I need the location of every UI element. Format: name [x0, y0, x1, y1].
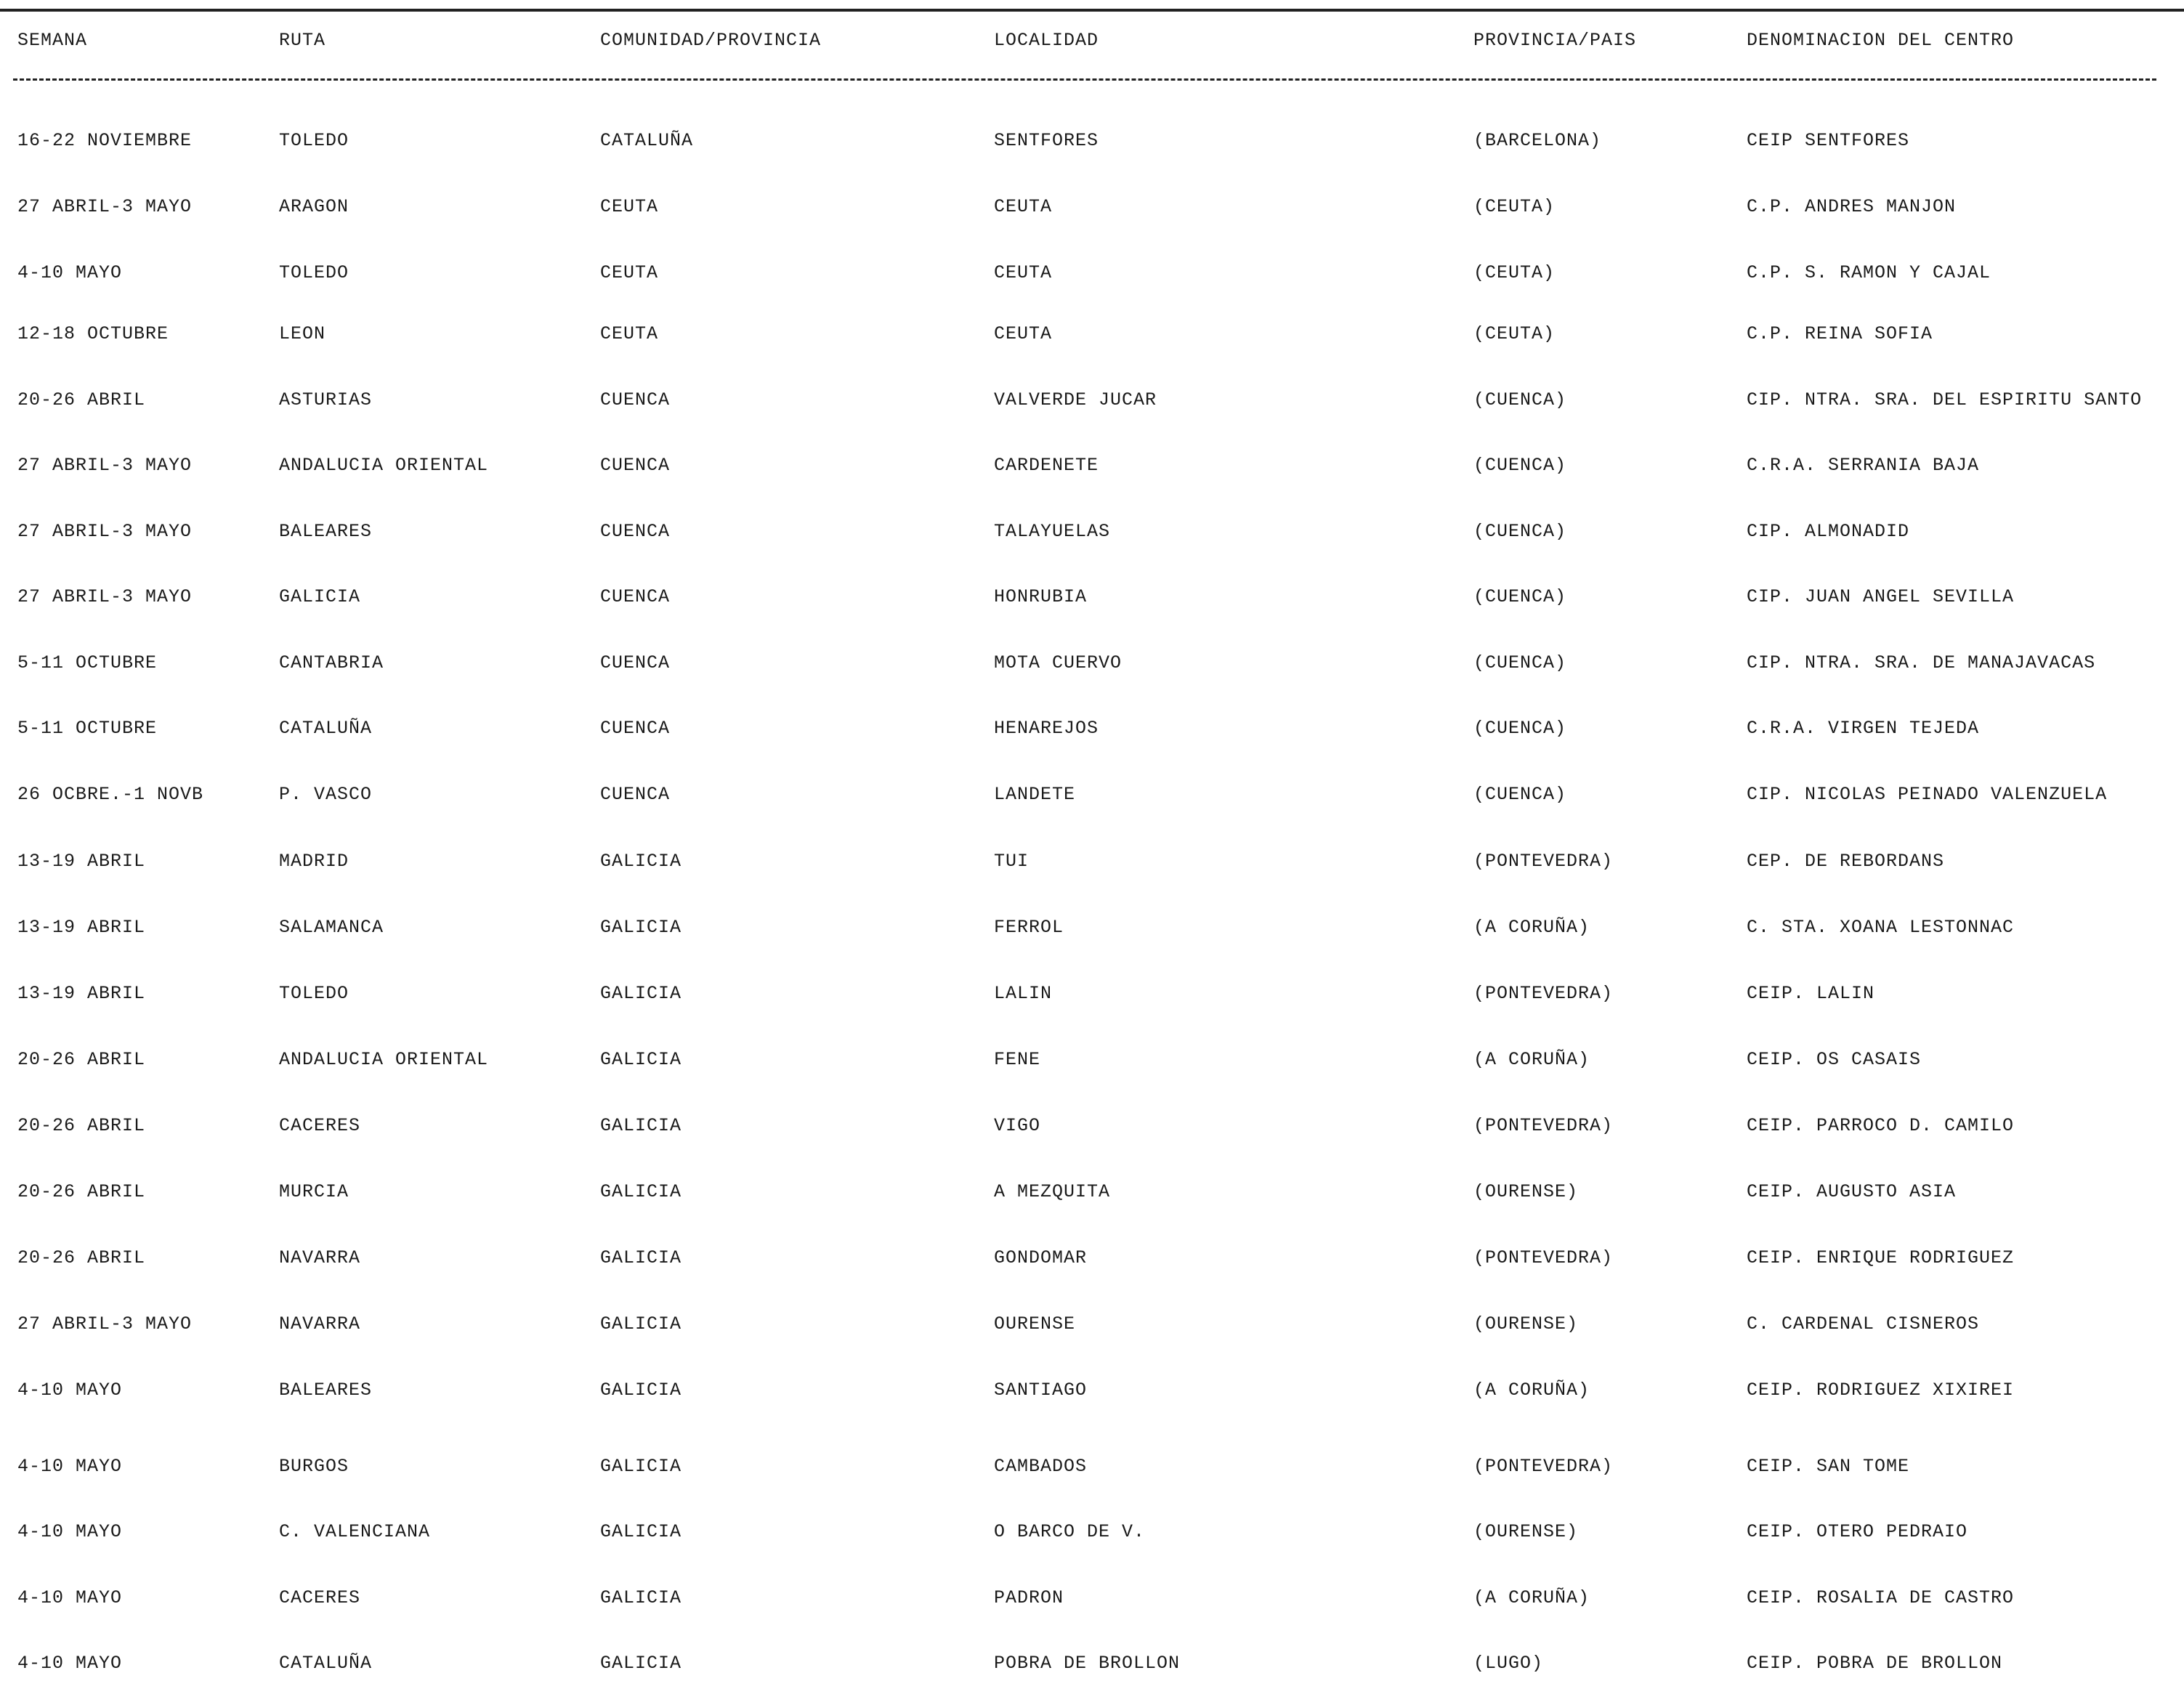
cell-ruta: NAVARRA	[279, 1313, 361, 1334]
cell-localidad: LANDETE	[994, 784, 1076, 805]
cell-centro: CEIP. RODRIGUEZ XIXIREI	[1747, 1380, 2015, 1401]
cell-semana: 4-10 MAYO	[17, 1587, 123, 1608]
cell-provincia: (BARCELONA)	[1473, 130, 1602, 151]
header-localidad: LOCALIDAD	[994, 30, 1099, 51]
cell-semana: 20-26 ABRIL	[17, 1049, 146, 1070]
header-comunidad: COMUNIDAD/PROVINCIA	[600, 30, 822, 51]
cell-comunidad: CUENCA	[600, 389, 671, 410]
cell-ruta: TOLEDO	[279, 262, 349, 283]
cell-semana: 16-22 NOVIEMBRE	[17, 130, 193, 151]
cell-centro: CEIP. ROSALIA DE CASTRO	[1747, 1587, 2015, 1608]
cell-localidad: HENAREJOS	[994, 718, 1099, 739]
cell-provincia: (CUENCA)	[1473, 652, 1567, 673]
cell-semana: 4-10 MAYO	[17, 1653, 123, 1674]
cell-centro: CEIP. OS CASAIS	[1747, 1049, 1922, 1070]
cell-semana: 4-10 MAYO	[17, 1521, 123, 1542]
cell-ruta: TOLEDO	[279, 983, 349, 1004]
cell-semana: 27 ABRIL-3 MAYO	[17, 455, 193, 476]
cell-ruta: BURGOS	[279, 1456, 349, 1477]
cell-semana: 4-10 MAYO	[17, 1456, 123, 1477]
cell-semana: 4-10 MAYO	[17, 1380, 123, 1401]
cell-comunidad: CEUTA	[600, 323, 659, 344]
table-row	[0, 520, 2184, 549]
cell-localidad: OURENSE	[994, 1313, 1076, 1334]
cell-comunidad: GALICIA	[600, 1115, 682, 1136]
table-row	[0, 586, 2184, 615]
table-row	[0, 1455, 2184, 1484]
cell-provincia: (PONTEVEDRA)	[1473, 851, 1614, 872]
cell-provincia: (A CORUÑA)	[1473, 917, 1590, 938]
cell-ruta: P. VASCO	[279, 784, 373, 805]
table-row	[0, 1048, 2184, 1077]
cell-comunidad: GALICIA	[600, 1049, 682, 1070]
cell-semana: 20-26 ABRIL	[17, 1181, 146, 1202]
cell-centro: CEIP. SAN TOME	[1747, 1456, 1910, 1477]
cell-localidad: GONDOMAR	[994, 1247, 1088, 1268]
cell-centro: CIP. NICOLAS PEINADO VALENZUELA	[1747, 784, 2108, 805]
cell-semana: 12-18 OCTUBRE	[17, 323, 169, 344]
cell-comunidad: GALICIA	[600, 1181, 682, 1202]
table-row	[0, 717, 2184, 746]
cell-centro: C.R.A. VIRGEN TEJEDA	[1747, 718, 1980, 739]
cell-localidad: CEUTA	[994, 262, 1053, 283]
cell-comunidad: CUENCA	[600, 784, 671, 805]
cell-centro: C.R.A. SERRANIA BAJA	[1747, 455, 1980, 476]
cell-centro: CIP. NTRA. SRA. DE MANAJAVACAS	[1747, 652, 2096, 673]
cell-provincia: (OURENSE)	[1473, 1521, 1579, 1542]
cell-centro: CIP. NTRA. SRA. DEL ESPIRITU SANTO	[1747, 389, 2143, 410]
cell-localidad: O BARCO DE V.	[994, 1521, 1146, 1542]
cell-provincia: (PONTEVEDRA)	[1473, 1247, 1614, 1268]
cell-localidad: SENTFORES	[994, 130, 1099, 151]
cell-centro: CIP. JUAN ANGEL SEVILLA	[1747, 586, 2015, 607]
cell-localidad: TALAYUELAS	[994, 521, 1111, 542]
cell-centro: CEIP. PARROCO D. CAMILO	[1747, 1115, 2015, 1136]
cell-centro: C.P. ANDRES MANJON	[1747, 196, 1957, 217]
cell-ruta: ARAGON	[279, 196, 349, 217]
cell-comunidad: GALICIA	[600, 1653, 682, 1674]
cell-comunidad: CATALUÑA	[600, 130, 694, 151]
cell-localidad: MOTA CUERVO	[994, 652, 1123, 673]
cell-comunidad: CUENCA	[600, 652, 671, 673]
cell-localidad: A MEZQUITA	[994, 1181, 1111, 1202]
cell-provincia: (CEUTA)	[1473, 323, 1556, 344]
table-row	[0, 1114, 2184, 1143]
cell-comunidad: GALICIA	[600, 1456, 682, 1477]
table-row	[0, 1379, 2184, 1408]
cell-localidad: CEUTA	[994, 323, 1053, 344]
cell-semana: 4-10 MAYO	[17, 262, 123, 283]
table-row	[0, 454, 2184, 483]
table-row	[0, 1313, 2184, 1342]
cell-provincia: (CUENCA)	[1473, 389, 1567, 410]
cell-provincia: (CEUTA)	[1473, 262, 1556, 283]
cell-centro: CEP. DE REBORDANS	[1747, 851, 1945, 872]
cell-centro: C. STA. XOANA LESTONNAC	[1747, 917, 2015, 938]
cell-centro: CEIP SENTFORES	[1747, 130, 1910, 151]
cell-semana: 20-26 ABRIL	[17, 1247, 146, 1268]
cell-centro: CEIP. ENRIQUE RODRIGUEZ	[1747, 1247, 2015, 1268]
table-row	[0, 982, 2184, 1011]
header-centro: DENOMINACION DEL CENTRO	[1747, 30, 2015, 51]
table-row	[0, 1587, 2184, 1616]
cell-centro: C.P. S. RAMON Y CAJAL	[1747, 262, 1991, 283]
cell-comunidad: GALICIA	[600, 851, 682, 872]
cell-centro: CEIP. LALIN	[1747, 983, 1875, 1004]
table-row	[0, 652, 2184, 681]
cell-localidad: CARDENETE	[994, 455, 1099, 476]
cell-centro: C. CARDENAL CISNEROS	[1747, 1313, 1980, 1334]
cell-comunidad: CEUTA	[600, 262, 659, 283]
cell-comunidad: GALICIA	[600, 1380, 682, 1401]
table-row	[0, 1652, 2184, 1681]
cell-ruta: MADRID	[279, 851, 349, 872]
cell-ruta: GALICIA	[279, 586, 361, 607]
cell-ruta: LEON	[279, 323, 326, 344]
cell-comunidad: CUENCA	[600, 586, 671, 607]
cell-ruta: MURCIA	[279, 1181, 349, 1202]
cell-localidad: CAMBADOS	[994, 1456, 1088, 1477]
cell-localidad: LALIN	[994, 983, 1053, 1004]
cell-localidad: FERROL	[994, 917, 1064, 938]
cell-centro: C.P. REINA SOFIA	[1747, 323, 1933, 344]
cell-provincia: (CUENCA)	[1473, 455, 1567, 476]
cell-localidad: TUI	[994, 851, 1030, 872]
cell-semana: 27 ABRIL-3 MAYO	[17, 1313, 193, 1334]
cell-ruta: BALEARES	[279, 521, 373, 542]
cell-ruta: NAVARRA	[279, 1247, 361, 1268]
cell-semana: 13-19 ABRIL	[17, 851, 146, 872]
cell-localidad: FENE	[994, 1049, 1041, 1070]
cell-ruta: CATALUÑA	[279, 718, 373, 739]
cell-semana: 5-11 OCTUBRE	[17, 652, 158, 673]
cell-provincia: (A CORUÑA)	[1473, 1587, 1590, 1608]
cell-ruta: CACERES	[279, 1115, 361, 1136]
cell-provincia: (OURENSE)	[1473, 1313, 1579, 1334]
table-row	[0, 850, 2184, 879]
cell-ruta: C. VALENCIANA	[279, 1521, 431, 1542]
cell-provincia: (OURENSE)	[1473, 1181, 1579, 1202]
cell-comunidad: GALICIA	[600, 1313, 682, 1334]
cell-semana: 27 ABRIL-3 MAYO	[17, 586, 193, 607]
cell-provincia: (CUENCA)	[1473, 521, 1567, 542]
cell-ruta: BALEARES	[279, 1380, 373, 1401]
cell-provincia: (CEUTA)	[1473, 196, 1556, 217]
header-provincia: PROVINCIA/PAIS	[1473, 30, 1637, 51]
cell-semana: 27 ABRIL-3 MAYO	[17, 521, 193, 542]
cell-provincia: (A CORUÑA)	[1473, 1380, 1590, 1401]
header-semana: SEMANA	[17, 30, 88, 51]
cell-ruta: CACERES	[279, 1587, 361, 1608]
cell-comunidad: GALICIA	[600, 1521, 682, 1542]
cell-ruta: CATALUÑA	[279, 1653, 373, 1674]
cell-centro: CEIP. OTERO PEDRAIO	[1747, 1521, 1968, 1542]
cell-provincia: (A CORUÑA)	[1473, 1049, 1590, 1070]
cell-provincia: (PONTEVEDRA)	[1473, 1115, 1614, 1136]
cell-comunidad: CUENCA	[600, 521, 671, 542]
cell-localidad: VALVERDE JUCAR	[994, 389, 1157, 410]
cell-semana: 5-11 OCTUBRE	[17, 718, 158, 739]
cell-semana: 26 OCBRE.-1 NOVB	[17, 784, 204, 805]
cell-ruta: ANDALUCIA ORIENTAL	[279, 1049, 489, 1070]
cell-comunidad: GALICIA	[600, 983, 682, 1004]
table-row	[0, 262, 2184, 291]
cell-semana: 13-19 ABRIL	[17, 983, 146, 1004]
cell-localidad: PADRON	[994, 1587, 1064, 1608]
cell-ruta: TOLEDO	[279, 130, 349, 151]
cell-provincia: (CUENCA)	[1473, 718, 1567, 739]
table-row	[0, 1247, 2184, 1276]
table-row	[0, 323, 2184, 352]
cell-semana: 20-26 ABRIL	[17, 389, 146, 410]
cell-comunidad: GALICIA	[600, 1247, 682, 1268]
table-row	[0, 783, 2184, 812]
table-row	[0, 195, 2184, 224]
cell-ruta: SALAMANCA	[279, 917, 384, 938]
header-ruta: RUTA	[279, 30, 326, 51]
cell-centro: CEIP. AUGUSTO ASIA	[1747, 1181, 1957, 1202]
cell-provincia: (PONTEVEDRA)	[1473, 983, 1614, 1004]
cell-comunidad: CEUTA	[600, 196, 659, 217]
table-row	[0, 1520, 2184, 1550]
cell-ruta: ANDALUCIA ORIENTAL	[279, 455, 489, 476]
cell-comunidad: GALICIA	[600, 1587, 682, 1608]
table-row	[0, 129, 2184, 158]
cell-localidad: POBRA DE BROLLON	[994, 1653, 1181, 1674]
cell-provincia: (PONTEVEDRA)	[1473, 1456, 1614, 1477]
cell-comunidad: CUENCA	[600, 718, 671, 739]
cell-localidad: VIGO	[994, 1115, 1041, 1136]
cell-ruta: CANTABRIA	[279, 652, 384, 673]
cell-localidad: SANTIAGO	[994, 1380, 1088, 1401]
cell-semana: 27 ABRIL-3 MAYO	[17, 196, 193, 217]
cell-semana: 13-19 ABRIL	[17, 917, 146, 938]
cell-ruta: ASTURIAS	[279, 389, 373, 410]
cell-comunidad: CUENCA	[600, 455, 671, 476]
table-row	[0, 389, 2184, 418]
cell-semana: 20-26 ABRIL	[17, 1115, 146, 1136]
cell-localidad: HONRUBIA	[994, 586, 1088, 607]
table-row	[0, 916, 2184, 945]
cell-localidad: CEUTA	[994, 196, 1053, 217]
cell-provincia: (LUGO)	[1473, 1653, 1544, 1674]
table-row	[0, 1180, 2184, 1210]
cell-centro: CIP. ALMONADID	[1747, 521, 1910, 542]
cell-provincia: (CUENCA)	[1473, 784, 1567, 805]
cell-centro: CEIP. POBRA DE BROLLON	[1747, 1653, 2003, 1674]
cell-comunidad: GALICIA	[600, 917, 682, 938]
cell-provincia: (CUENCA)	[1473, 586, 1567, 607]
